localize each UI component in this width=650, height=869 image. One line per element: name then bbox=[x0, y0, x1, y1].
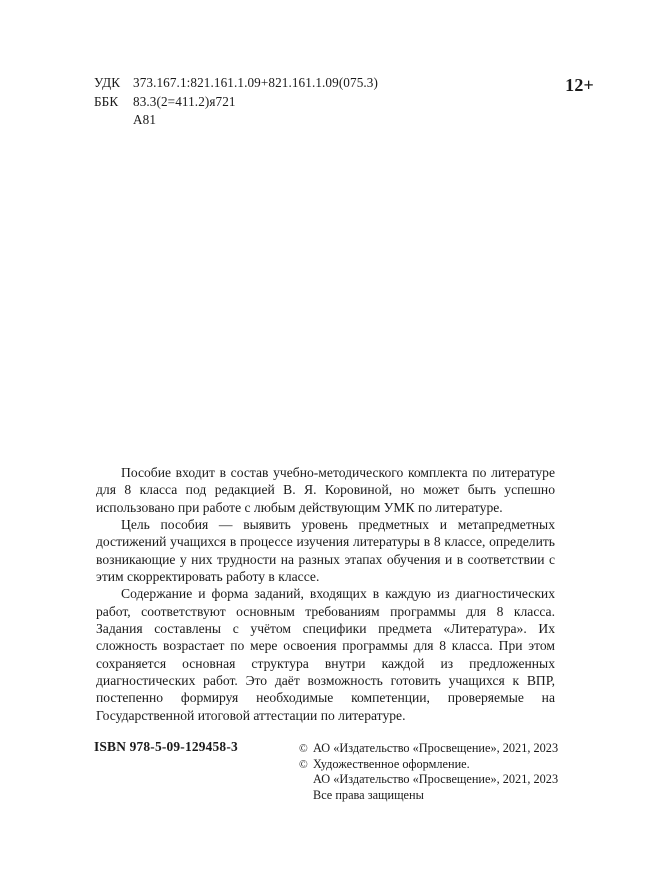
annotation-text bbox=[96, 464, 555, 724]
copyright-line bbox=[299, 741, 599, 757]
bbk-label: ББК bbox=[94, 93, 119, 109]
rights-reserved-text: Все права защищены bbox=[313, 787, 424, 802]
copyright-line bbox=[299, 772, 599, 788]
annotation-paragraph-3: Содержание и форма заданий, входящих в каждую из диагностических работ, соответствуют основным требованиям программы для 8 класса. Задания составлены с учётом специфики предмета «Литература». Их сложность возрастает по мере освоения программы для 8 класса. При этом сохраняется основная структура внутри каждой из предложенных диагностических работ. Это даёт возможность готовить учащихся к ВПР, постепенно формируя необходимые компетенции, проверяемые на Государственной итоговой аттестации по литературе. bbox=[96, 586, 555, 723]
isbn-value: ISBN 978-5-09-129458-3 bbox=[94, 739, 238, 754]
copyright-icon: © bbox=[299, 743, 308, 755]
copyright-line-text: АО «Издательство «Просвещение», 2021, 2023 bbox=[313, 772, 559, 787]
copyright-block bbox=[299, 741, 599, 803]
udc-row bbox=[94, 74, 514, 93]
annotation-paragraph-1: Пособие входит в состав учебно-методического комплекта по литературе для 8 класса под редакцией В. Я. Коровиной, но может быть успешно использовано при работе с любым действующим УМК по литературе. bbox=[96, 465, 555, 515]
copyright-line bbox=[299, 788, 599, 804]
bbk-row bbox=[94, 93, 514, 112]
classification-block bbox=[94, 74, 514, 130]
copyright-line bbox=[299, 757, 599, 773]
udc-label: УДК bbox=[94, 75, 121, 90]
bbk-value: 83.3(2=411.2)я721 bbox=[133, 93, 236, 109]
copyright-line-text: АО «Издательство «Просвещение», 2021, 2023 bbox=[313, 741, 559, 755]
copyright-icon: © bbox=[299, 758, 308, 771]
udc-value: 373.167.1:821.161.1.09+821.161.1.09(075.3) bbox=[133, 75, 378, 90]
author-code-value: А81 bbox=[133, 112, 157, 127]
age-rating-badge: 12+ bbox=[565, 75, 594, 95]
annotation-paragraph-2: Цель пособия — выявить уровень предметных и метапредметных достижений учащихся в процессе изучения литературы в 8 классе, определить возникающие у них трудности на разных этапах обучения и в соответствии с этим скорректировать работу в классе. bbox=[96, 517, 555, 585]
copyright-line-text: Художественное оформление. bbox=[313, 756, 470, 771]
author-code-row bbox=[94, 111, 514, 130]
